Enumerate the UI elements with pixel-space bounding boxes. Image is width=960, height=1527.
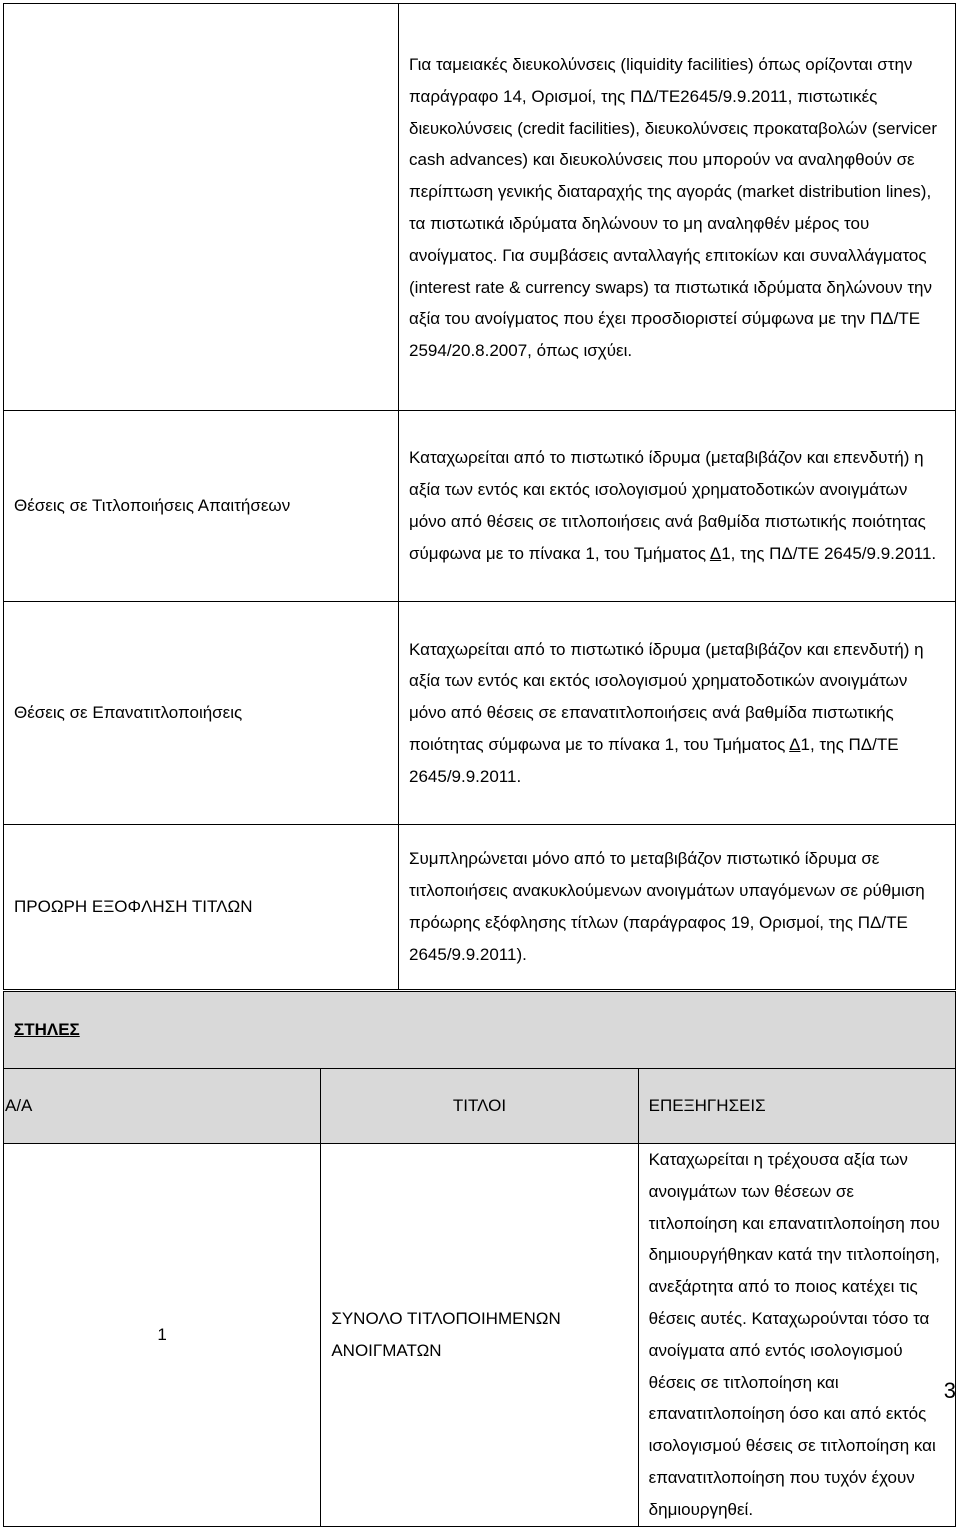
row-aa: 1 <box>4 1144 321 1527</box>
table-row <box>4 602 956 825</box>
row-text-body: Καταχωρείται από το πιστωτικό ίδρυμα (μεταβιβάζον και επενδυτή) η αξία των εντός και εκτός ισολογισμού χρηματοδοτικών ανοιγμάτων μόνο από θέσεις σε επανατιτλοποιήσεις ανά βαθμίδα πιστωτικής ποιότητας σύμφωνα με το πίνακα 1, του Τμήματος <box>409 639 924 754</box>
row-text-tail: 1, της ΠΔ/ΤΕ 2645/9.9.2011. <box>721 543 937 563</box>
columns-table <box>3 991 956 1527</box>
row-label: Θέσεις σε Τιτλοποιήσεις Απαιτήσεων <box>4 411 399 602</box>
row-explanation: Καταχωρείται η τρέχουσα αξία των ανοιγμάτων των θέσεων σε τιτλοποίηση και επανατιτλοποίηση που δημιουργήθηκαν κατά την τιτλοποίηση, ανεξάρτητα από το ποιος κατέχει τις θέσεις αυτές. Καταχωρούνται τόσο τα ανοίγματα από εντός ισολογισμού θέσεις σε τιτλοποίηση και επανατιτλοποίηση όσο και από εκτός ισολογισμού θέσεις σε τιτλοποίηση και επανατιτλοποίηση που τυχόν έχουν δημιουργηθεί. <box>638 1144 955 1527</box>
row-text-underlined: Δ <box>709 543 722 563</box>
row-text <box>399 4 956 411</box>
section-row <box>4 992 956 1069</box>
table-row <box>4 825 956 990</box>
row-text-underlined: Δ <box>789 734 801 754</box>
section-title-cell <box>4 992 956 1069</box>
row-label: Θέσεις σε Επανατιτλοποιήσεις <box>4 602 399 825</box>
table-row <box>4 411 956 602</box>
row-label: ΠΡΟΩΡΗ ΕΞΟΦΛΗΣΗ ΤΙΤΛΩΝ <box>4 825 399 990</box>
page-number: 3 <box>943 1378 956 1403</box>
row-text-body: Συμπληρώνεται μόνο από το μεταβιβάζον πιστωτικό ίδρυμα σε τιτλοποιήσεις ανακυκλούμενων ανοιγμάτων υπαγόμενων σε ρύθμιση πρόωρης εξόφλησης τίτλων (παράγραφος 19, Ορισμοί, της ΠΔ/ΤΕ 2645/9.9.2011). <box>409 849 925 964</box>
row-text-tail: 1, της ΠΔ/ΤΕ 2645/9.9.2011. <box>409 734 899 786</box>
section-title: ΣΤΗΛΕΣ <box>14 1020 80 1040</box>
row-text-body: Για ταμειακές διευκολύνσεις (liquidity facilities) όπως ορίζονται στην παράγραφο 14, Ορισμοί, της ΠΔ/ΤΕ2645/9.9.2011, πιστωτικές διευκολύνσεις (credit facilities), διευκολύνσεις προκαταβολών (servicer cash advances) και διευκολύνσεις που μπορούν να αναληφθούν σε περίπτωση γενικής διαταραχής της αγοράς (market distribution lines), τα πιστωτικά ιδρύματα δηλώνουν το μη αναληφθέν μέρος του ανοίγματος. Για συμβάσεις ανταλλαγής επιτοκίων και συναλλάγματος (interest rate & currency swaps) τα πιστωτικά ιδρύματα δηλώνουν την αξία του ανοίγματος που έχει προσδιοριστεί σύμφωνα με την ΠΔ/ΤΕ 2594/20.8.2007, όπως ισχύει. <box>409 55 938 361</box>
header-explanations: ΕΠΕΞΗΓΗΣΕΙΣ <box>638 1069 955 1144</box>
table-row <box>4 4 956 411</box>
row-text <box>399 411 956 602</box>
row-label <box>4 4 399 411</box>
header-titles: ΤΙΤΛΟΙ <box>321 1069 638 1144</box>
row-text <box>399 602 956 825</box>
row-text <box>399 825 956 990</box>
table-row <box>4 1144 956 1527</box>
row-title: ΣΥΝΟΛΟ ΤΙΤΛΟΠΟΙΗΜΕΝΩΝ ΑΝΟΙΓΜΑΤΩΝ <box>321 1144 638 1527</box>
header-aa: Α/Α <box>4 1069 321 1144</box>
row-text-body: Καταχωρείται από το πιστωτικό ίδρυμα (μεταβιβάζον και επενδυτή) η αξία των εντός και εκτός ισολογισμού χρηματοδοτικών ανοιγμάτων μόνο από θέσεις σε τιτλοποιήσεις ανά βαθμίδα πιστωτικής ποιότητας σύμφωνα με το πίνακα 1, του Τμήματος <box>409 448 926 563</box>
definitions-table <box>3 3 956 990</box>
header-row <box>4 1069 956 1144</box>
